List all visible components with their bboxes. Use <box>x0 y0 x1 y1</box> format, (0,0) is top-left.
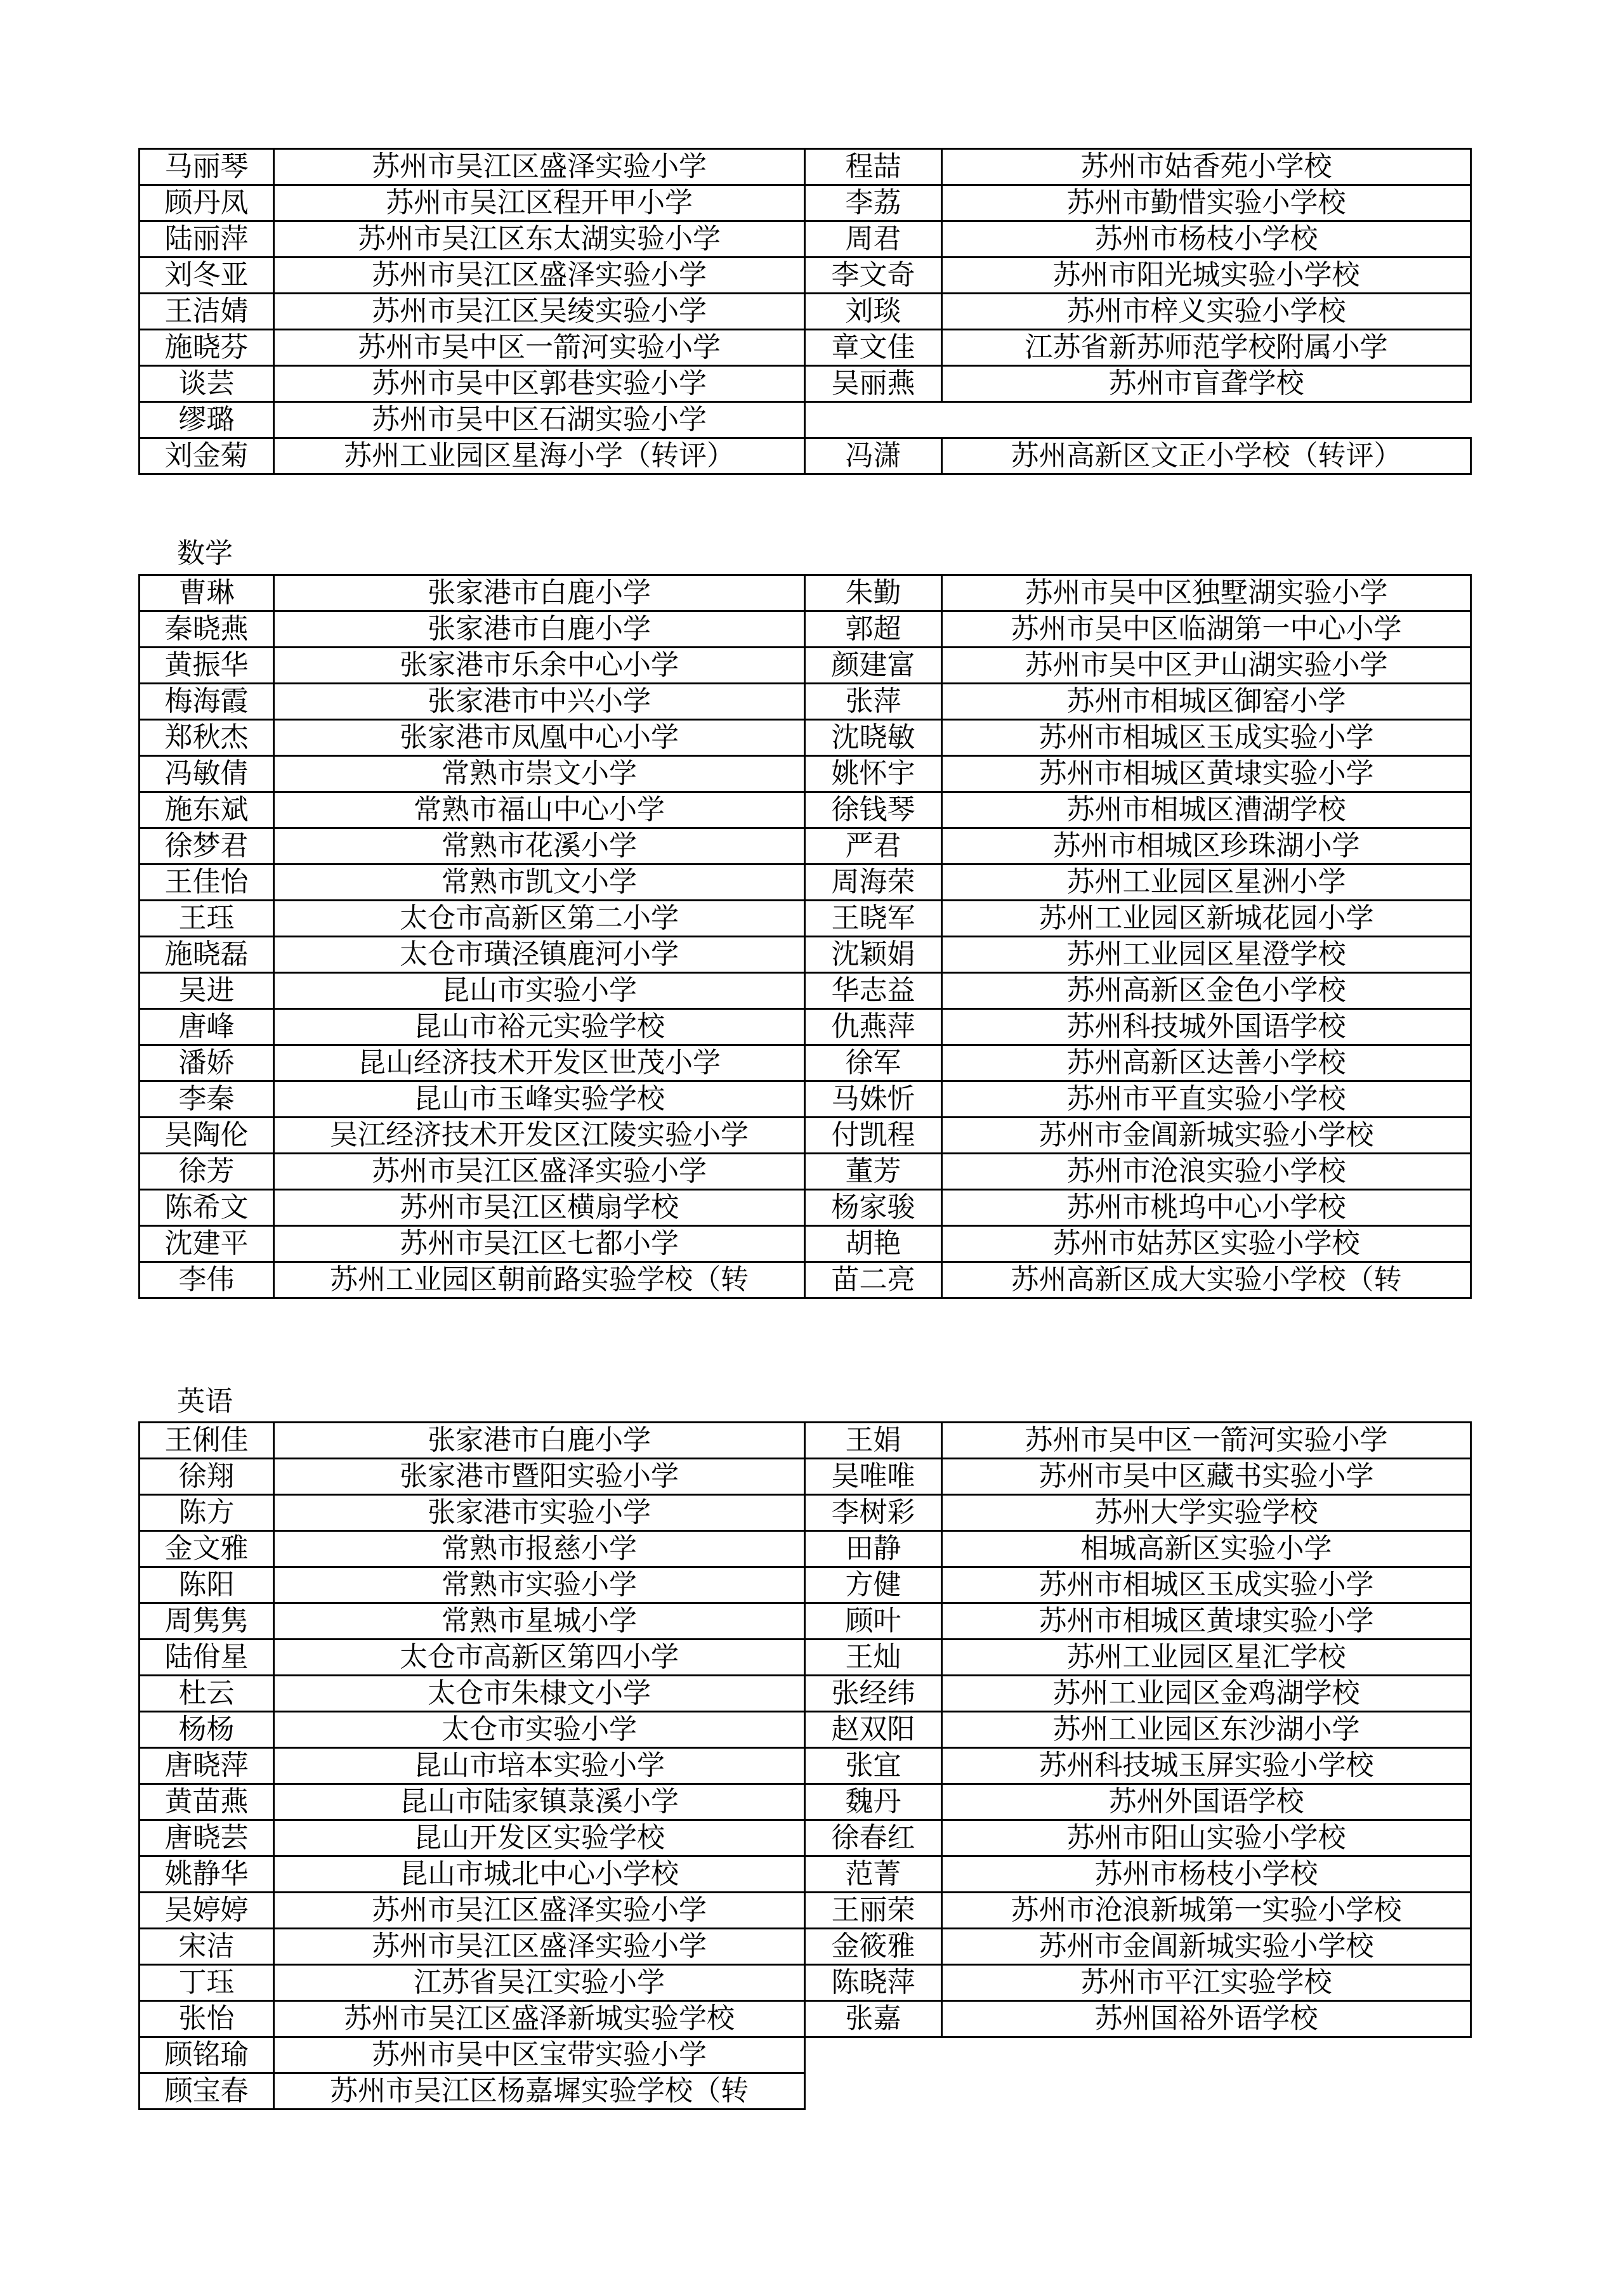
table-row <box>140 1893 1471 1929</box>
school-name-cell: 苏州市吴江区盛泽实验小学 <box>274 149 805 185</box>
school-name-cell: 苏州市沧浪实验小学校 <box>942 1154 1471 1190</box>
teacher-name-cell: 徐梦君 <box>140 828 274 864</box>
school-name-cell: 苏州工业园区星汇学校 <box>942 1640 1471 1676</box>
school-name-cell: 苏州市金阊新城实验小学校 <box>942 1118 1471 1154</box>
table-row <box>140 185 1471 221</box>
school-name-cell: 苏州工业园区朝前路实验学校（转 <box>274 1262 805 1298</box>
school-name-cell: 苏州市吴江区盛泽实验小学 <box>274 258 805 294</box>
teacher-name-cell: 吴唯唯 <box>805 1459 942 1495</box>
table-row <box>140 258 1471 294</box>
teacher-name-cell: 顾铭瑜 <box>140 2037 274 2073</box>
teacher-name-cell: 沈颖娟 <box>805 937 942 973</box>
table-row <box>140 1423 1471 1459</box>
school-name-cell: 苏州市相城区珍珠湖小学 <box>942 828 1471 864</box>
table-row <box>140 864 1471 901</box>
table-row <box>140 756 1471 792</box>
school-name-cell: 苏州市相城区漕湖学校 <box>942 792 1471 828</box>
teacher-name-cell: 颜建富 <box>805 648 942 684</box>
teacher-name-cell: 冯潇 <box>805 438 942 474</box>
table-row <box>140 1856 1471 1893</box>
table-body <box>140 575 1471 1298</box>
teacher-name-cell: 王洁婧 <box>140 294 274 330</box>
teacher-name-cell: 王珏 <box>140 901 274 937</box>
table-row <box>140 221 1471 258</box>
school-name-cell: 苏州市相城区玉成实验小学 <box>942 1567 1471 1603</box>
table-row <box>140 1495 1471 1531</box>
teacher-name-cell: 刘金菊 <box>140 438 274 474</box>
teacher-name-cell: 李秦 <box>140 1081 274 1118</box>
table-row <box>140 1929 1471 1965</box>
table-row <box>140 1531 1471 1567</box>
teacher-name-cell: 黄苗燕 <box>140 1784 274 1820</box>
table-row <box>140 1965 1471 2001</box>
school-name-cell: 昆山经济技术开发区世茂小学 <box>274 1045 805 1081</box>
teacher-name-cell: 张经纬 <box>805 1676 942 1712</box>
school-name-cell: 昆山开发区实验学校 <box>274 1820 805 1856</box>
teacher-name-cell: 张宜 <box>805 1748 942 1784</box>
teacher-name-cell: 徐春红 <box>805 1820 942 1856</box>
school-name-cell: 太仓市实验小学 <box>274 1712 805 1748</box>
teacher-name-cell: 丁珏 <box>140 1965 274 2001</box>
table-row <box>140 438 1471 474</box>
teacher-name-cell: 陈方 <box>140 1495 274 1531</box>
table-row <box>140 1712 1471 1748</box>
school-name-cell: 苏州市吴江区盛泽实验小学 <box>274 1929 805 1965</box>
table-row <box>140 684 1471 720</box>
teacher-name-cell: 张怡 <box>140 2001 274 2037</box>
table-row <box>140 1820 1471 1856</box>
table-row <box>140 1567 1471 1603</box>
teacher-name-cell: 吴婷婷 <box>140 1893 274 1929</box>
school-name-cell: 张家港市凤凰中心小学 <box>274 720 805 756</box>
school-name-cell: 相城高新区实验小学 <box>942 1531 1471 1567</box>
table-body <box>140 149 1471 474</box>
teacher-name-cell: 吴丽燕 <box>805 366 942 402</box>
school-name-cell: 苏州市吴江区七都小学 <box>274 1226 805 1262</box>
school-name-cell: 苏州工业园区星海小学（转评） <box>274 438 805 474</box>
school-name-cell: 苏州市盲聋学校 <box>942 366 1471 402</box>
school-name-cell: 常熟市崇文小学 <box>274 756 805 792</box>
school-name-cell: 苏州市吴江区横扇学校 <box>274 1190 805 1226</box>
school-name-cell: 苏州市梓义实验小学校 <box>942 294 1471 330</box>
school-name-cell: 苏州市吴江区吴绫实验小学 <box>274 294 805 330</box>
school-name-cell: 昆山市培本实验小学 <box>274 1748 805 1784</box>
teacher-name-cell: 郭超 <box>805 611 942 648</box>
teacher-name-cell: 徐军 <box>805 1045 942 1081</box>
school-name-cell: 苏州科技城外国语学校 <box>942 1009 1471 1045</box>
teacher-name-cell: 姚怀宇 <box>805 756 942 792</box>
table-row <box>140 828 1471 864</box>
teacher-name-cell: 郑秋杰 <box>140 720 274 756</box>
section-heading-math: 数学 <box>177 537 233 570</box>
table-row <box>140 973 1471 1009</box>
teacher-name-cell: 李文奇 <box>805 258 942 294</box>
empty-cell <box>942 402 1471 438</box>
teacher-name-cell: 章文佳 <box>805 330 942 366</box>
school-name-cell: 张家港市白鹿小学 <box>274 611 805 648</box>
teacher-name-cell: 徐芳 <box>140 1154 274 1190</box>
school-name-cell: 苏州工业园区东沙湖小学 <box>942 1712 1471 1748</box>
school-name-cell: 苏州市金阊新城实验小学校 <box>942 1929 1471 1965</box>
school-name-cell: 苏州科技城玉屏实验小学校 <box>942 1748 1471 1784</box>
table-row <box>140 1045 1471 1081</box>
table-body <box>140 1423 1471 2110</box>
teacher-name-cell: 梅海霞 <box>140 684 274 720</box>
teacher-name-cell: 李树彩 <box>805 1495 942 1531</box>
school-name-cell: 太仓市璜泾镇鹿河小学 <box>274 937 805 973</box>
teacher-name-cell: 马丽琴 <box>140 149 274 185</box>
school-name-cell: 苏州市相城区御窑小学 <box>942 684 1471 720</box>
teacher-name-cell: 宋洁 <box>140 1929 274 1965</box>
school-name-cell: 苏州市相城区玉成实验小学 <box>942 720 1471 756</box>
teacher-name-cell: 曹琳 <box>140 575 274 611</box>
teacher-name-cell: 方健 <box>805 1567 942 1603</box>
teacher-name-cell: 陆佾星 <box>140 1640 274 1676</box>
school-name-cell: 常熟市实验小学 <box>274 1567 805 1603</box>
teacher-name-cell: 田静 <box>805 1531 942 1567</box>
school-name-cell: 苏州市平直实验小学校 <box>942 1081 1471 1118</box>
school-name-cell: 苏州市阳山实验小学校 <box>942 1820 1471 1856</box>
teacher-name-cell: 金文雅 <box>140 1531 274 1567</box>
table-row <box>140 402 1471 438</box>
teacher-name-cell: 范菁 <box>805 1856 942 1893</box>
teacher-name-cell: 王灿 <box>805 1640 942 1676</box>
teacher-name-cell: 姚静华 <box>140 1856 274 1893</box>
school-name-cell: 张家港市白鹿小学 <box>274 575 805 611</box>
empty-cell <box>942 2073 1471 2110</box>
teacher-name-cell: 顾叶 <box>805 1603 942 1640</box>
table-row <box>140 611 1471 648</box>
school-name-cell: 苏州市吴江区东太湖实验小学 <box>274 221 805 258</box>
teacher-name-cell: 刘琰 <box>805 294 942 330</box>
school-name-cell: 苏州市勤惜实验小学校 <box>942 185 1471 221</box>
teacher-name-cell: 付凯程 <box>805 1118 942 1154</box>
teacher-name-cell: 沈建平 <box>140 1226 274 1262</box>
school-name-cell: 张家港市乐余中心小学 <box>274 648 805 684</box>
teacher-name-cell: 金筱雅 <box>805 1929 942 1965</box>
teacher-name-cell: 李伟 <box>140 1262 274 1298</box>
table-row <box>140 1640 1471 1676</box>
school-name-cell: 江苏省吴江实验小学 <box>274 1965 805 2001</box>
table-row <box>140 1748 1471 1784</box>
table-row <box>140 1459 1471 1495</box>
school-name-cell: 苏州高新区成大实验小学校（转 <box>942 1262 1471 1298</box>
teacher-name-cell: 唐晓萍 <box>140 1748 274 1784</box>
teacher-name-cell: 秦晓燕 <box>140 611 274 648</box>
table-row <box>140 1226 1471 1262</box>
teacher-name-cell: 朱勤 <box>805 575 942 611</box>
school-name-cell: 苏州市姑苏区实验小学校 <box>942 1226 1471 1262</box>
table-row <box>140 1784 1471 1820</box>
teacher-name-cell: 陆丽萍 <box>140 221 274 258</box>
teacher-name-cell: 唐峰 <box>140 1009 274 1045</box>
teacher-name-cell: 王俐佳 <box>140 1423 274 1459</box>
table-row <box>140 1676 1471 1712</box>
school-name-cell: 苏州市吴江区杨嘉墀实验学校（转 <box>274 2073 805 2110</box>
school-name-cell: 常熟市星城小学 <box>274 1603 805 1640</box>
school-name-cell: 苏州国裕外语学校 <box>942 2001 1471 2037</box>
teacher-name-cell: 华志益 <box>805 973 942 1009</box>
table-row <box>140 1190 1471 1226</box>
table-row <box>140 330 1471 366</box>
school-name-cell: 苏州市杨枝小学校 <box>942 1856 1471 1893</box>
school-name-cell: 苏州市吴江区盛泽实验小学 <box>274 1893 805 1929</box>
table-row <box>140 1009 1471 1045</box>
teacher-name-cell: 吴陶伦 <box>140 1118 274 1154</box>
teacher-name-cell: 王佳怡 <box>140 864 274 901</box>
school-name-cell: 张家港市实验小学 <box>274 1495 805 1531</box>
school-name-cell: 张家港市白鹿小学 <box>274 1423 805 1459</box>
school-name-cell: 苏州市吴江区盛泽实验小学 <box>274 1154 805 1190</box>
school-name-cell: 苏州高新区金色小学校 <box>942 973 1471 1009</box>
teacher-name-cell: 周海荣 <box>805 864 942 901</box>
table-row <box>140 1603 1471 1640</box>
table-row <box>140 366 1471 402</box>
teacher-name-cell: 胡艳 <box>805 1226 942 1262</box>
school-name-cell: 常熟市报慈小学 <box>274 1531 805 1567</box>
teacher-name-cell: 潘娇 <box>140 1045 274 1081</box>
table-row <box>140 2037 1471 2073</box>
table-row <box>140 1154 1471 1190</box>
teacher-name-cell: 施晓磊 <box>140 937 274 973</box>
school-name-cell: 张家港市中兴小学 <box>274 684 805 720</box>
table-row <box>140 149 1471 185</box>
school-name-cell: 苏州高新区达善小学校 <box>942 1045 1471 1081</box>
empty-cell <box>805 2073 942 2110</box>
teacher-name-cell: 徐钱琴 <box>805 792 942 828</box>
school-name-cell: 太仓市高新区第四小学 <box>274 1640 805 1676</box>
school-name-cell: 昆山市陆家镇菉溪小学 <box>274 1784 805 1820</box>
teacher-name-cell: 马姝忻 <box>805 1081 942 1118</box>
teacher-name-cell: 李荔 <box>805 185 942 221</box>
teacher-name-cell: 陈希文 <box>140 1190 274 1226</box>
teacher-name-cell: 周隽隽 <box>140 1603 274 1640</box>
table-section-english <box>138 1421 1472 2110</box>
school-name-cell: 苏州市阳光城实验小学校 <box>942 258 1471 294</box>
school-name-cell: 昆山市城北中心小学校 <box>274 1856 805 1893</box>
teacher-name-cell: 顾丹凤 <box>140 185 274 221</box>
table-section-math <box>138 574 1472 1299</box>
teacher-name-cell: 刘冬亚 <box>140 258 274 294</box>
school-name-cell: 苏州市吴中区郭巷实验小学 <box>274 366 805 402</box>
table-row <box>140 792 1471 828</box>
table-row <box>140 720 1471 756</box>
table-row <box>140 575 1471 611</box>
teacher-name-cell: 赵双阳 <box>805 1712 942 1748</box>
table-row <box>140 2073 1471 2110</box>
school-name-cell: 苏州市吴中区一箭河实验小学 <box>942 1423 1471 1459</box>
table-row <box>140 937 1471 973</box>
table-section-1 <box>138 148 1472 475</box>
teacher-name-cell: 魏丹 <box>805 1784 942 1820</box>
school-name-cell: 常熟市花溪小学 <box>274 828 805 864</box>
teacher-name-cell: 缪璐 <box>140 402 274 438</box>
teacher-name-cell: 唐晓芸 <box>140 1820 274 1856</box>
school-name-cell: 苏州市桃坞中心小学校 <box>942 1190 1471 1226</box>
school-name-cell: 苏州市吴江区程开甲小学 <box>274 185 805 221</box>
school-name-cell: 苏州市姑香苑小学校 <box>942 149 1471 185</box>
teacher-name-cell: 徐翔 <box>140 1459 274 1495</box>
teacher-name-cell: 杨家骏 <box>805 1190 942 1226</box>
school-name-cell: 苏州市沧浪新城第一实验小学校 <box>942 1893 1471 1929</box>
school-name-cell: 常熟市凯文小学 <box>274 864 805 901</box>
school-name-cell: 苏州市吴中区宝带实验小学 <box>274 2037 805 2073</box>
teacher-name-cell: 王娟 <box>805 1423 942 1459</box>
school-name-cell: 苏州市吴江区盛泽新城实验学校 <box>274 2001 805 2037</box>
empty-cell <box>942 2037 1471 2073</box>
school-name-cell: 苏州工业园区金鸡湖学校 <box>942 1676 1471 1712</box>
school-name-cell: 苏州市吴中区藏书实验小学 <box>942 1459 1471 1495</box>
school-name-cell: 苏州市吴中区尹山湖实验小学 <box>942 648 1471 684</box>
teacher-name-cell: 苗二亮 <box>805 1262 942 1298</box>
school-name-cell: 昆山市实验小学 <box>274 973 805 1009</box>
teacher-name-cell: 王晓军 <box>805 901 942 937</box>
school-name-cell: 太仓市高新区第二小学 <box>274 901 805 937</box>
school-name-cell: 苏州工业园区星洲小学 <box>942 864 1471 901</box>
teacher-name-cell: 黄振华 <box>140 648 274 684</box>
teacher-name-cell: 施东斌 <box>140 792 274 828</box>
teacher-name-cell: 陈阳 <box>140 1567 274 1603</box>
teacher-name-cell: 严君 <box>805 828 942 864</box>
teacher-name-cell: 吴进 <box>140 973 274 1009</box>
school-name-cell: 苏州外国语学校 <box>942 1784 1471 1820</box>
table-row <box>140 294 1471 330</box>
empty-cell <box>805 2037 942 2073</box>
teacher-name-cell: 仇燕萍 <box>805 1009 942 1045</box>
teacher-name-cell: 王丽荣 <box>805 1893 942 1929</box>
school-name-cell: 苏州市吴中区一箭河实验小学 <box>274 330 805 366</box>
teacher-name-cell: 杨杨 <box>140 1712 274 1748</box>
section-heading-english: 英语 <box>177 1385 233 1418</box>
school-name-cell: 吴江经济技术开发区江陵实验小学 <box>274 1118 805 1154</box>
teacher-name-cell: 周君 <box>805 221 942 258</box>
table-row <box>140 901 1471 937</box>
school-name-cell: 苏州高新区文正小学校（转评） <box>942 438 1471 474</box>
school-name-cell: 苏州工业园区星澄学校 <box>942 937 1471 973</box>
school-name-cell: 苏州市平江实验学校 <box>942 1965 1471 2001</box>
school-name-cell: 苏州市吴中区独墅湖实验小学 <box>942 575 1471 611</box>
school-name-cell: 苏州市相城区黄埭实验小学 <box>942 1603 1471 1640</box>
table-row <box>140 2001 1471 2037</box>
school-name-cell: 常熟市福山中心小学 <box>274 792 805 828</box>
school-name-cell: 苏州市杨枝小学校 <box>942 221 1471 258</box>
teacher-name-cell: 程喆 <box>805 149 942 185</box>
teacher-name-cell: 张嘉 <box>805 2001 942 2037</box>
school-name-cell: 苏州市相城区黄埭实验小学 <box>942 756 1471 792</box>
school-name-cell: 苏州大学实验学校 <box>942 1495 1471 1531</box>
school-name-cell: 昆山市裕元实验学校 <box>274 1009 805 1045</box>
teacher-name-cell: 冯敏倩 <box>140 756 274 792</box>
school-name-cell: 苏州市吴中区临湖第一中心小学 <box>942 611 1471 648</box>
table-row <box>140 1081 1471 1118</box>
teacher-name-cell: 施晓芬 <box>140 330 274 366</box>
teacher-name-cell: 杜云 <box>140 1676 274 1712</box>
teacher-name-cell: 顾宝春 <box>140 2073 274 2110</box>
school-name-cell: 苏州工业园区新城花园小学 <box>942 901 1471 937</box>
school-name-cell: 太仓市朱棣文小学 <box>274 1676 805 1712</box>
school-name-cell: 江苏省新苏师范学校附属小学 <box>942 330 1471 366</box>
teacher-name-cell: 陈晓萍 <box>805 1965 942 2001</box>
teacher-name-cell: 张萍 <box>805 684 942 720</box>
school-name-cell: 张家港市暨阳实验小学 <box>274 1459 805 1495</box>
teacher-name-cell: 谈芸 <box>140 366 274 402</box>
teacher-name-cell: 董芳 <box>805 1154 942 1190</box>
empty-cell <box>805 402 942 438</box>
school-name-cell: 昆山市玉峰实验学校 <box>274 1081 805 1118</box>
table-row <box>140 1262 1471 1298</box>
teacher-name-cell: 沈晓敏 <box>805 720 942 756</box>
school-name-cell: 苏州市吴中区石湖实验小学 <box>274 402 805 438</box>
table-row <box>140 1118 1471 1154</box>
table-row <box>140 648 1471 684</box>
